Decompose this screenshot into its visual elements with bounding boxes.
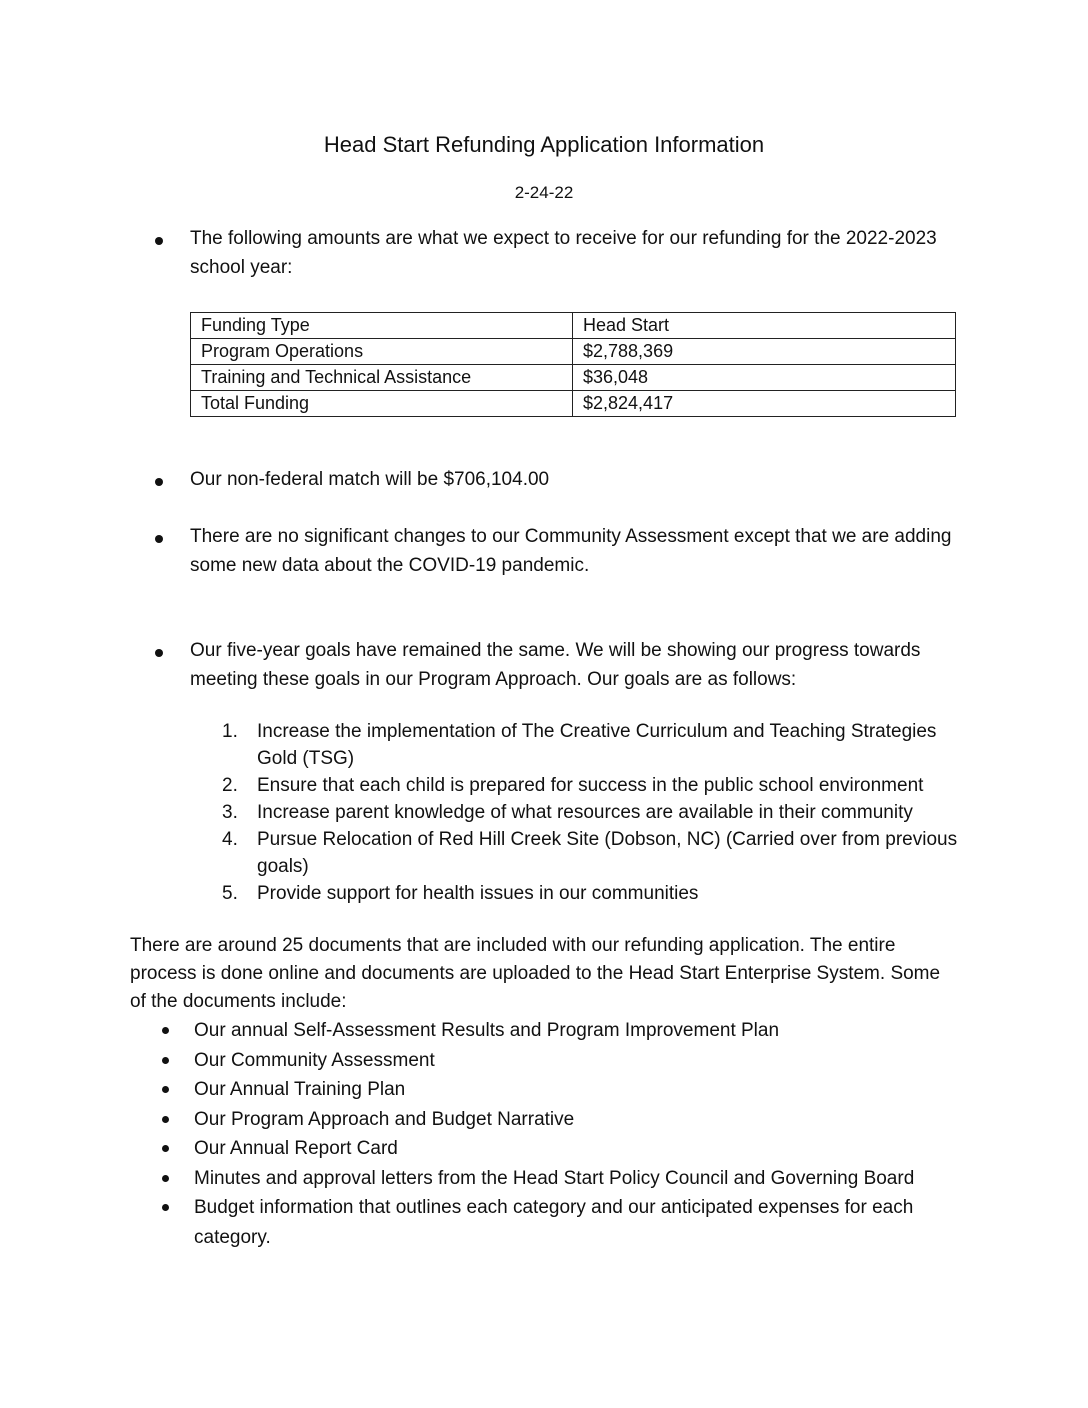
bullet-dot bbox=[162, 1086, 169, 1093]
intro-bullet-text: The following amounts are what we expect to receive for our refunding for the 2022-2023 school year: bbox=[190, 228, 937, 278]
goals-bullet-text: Our five-year goals have remained the same. We will be showing our progress towards meeting these goals in our Program Approach. Our goals are as follows: bbox=[190, 640, 921, 690]
document-title: Head Start Refunding Application Information bbox=[323, 132, 765, 157]
documents-paragraph: There are around 25 documents that are included with our refunding application. The entire process is done online and documents are uploaded to the Head Start Enterprise System. Some of the documents include: bbox=[130, 935, 941, 1012]
goal-text: Increase the implementation of The Creative Curriculum and Teaching Strategies Gold (TSG) bbox=[257, 721, 937, 769]
list-item bbox=[0, 1134, 954, 1164]
goal-text: Ensure that each child is prepared for success in the public school environment bbox=[257, 775, 924, 796]
assessment-bullet-text: There are no significant changes to our Community Assessment except that we are adding some new data about the COVID-19 pandemic. bbox=[190, 526, 952, 576]
table-cell: Training and Technical Assistance bbox=[191, 365, 573, 391]
bullet-dot bbox=[162, 1175, 169, 1182]
table-row bbox=[191, 339, 956, 365]
bullet-dot bbox=[155, 478, 163, 486]
table-cell: $2,788,369 bbox=[573, 339, 956, 365]
document-item-text: Budget information that outlines each category and our anticipated expenses for each category. bbox=[194, 1197, 914, 1248]
goal-text: Provide support for health issues in our communities bbox=[257, 883, 699, 904]
document-item-text: Our Annual Report Card bbox=[194, 1138, 398, 1159]
table-row bbox=[191, 391, 956, 417]
goal-number: 2. bbox=[222, 775, 238, 796]
document-item-text: Our annual Self-Assessment Results and Program Improvement Plan bbox=[194, 1020, 780, 1041]
document-date: 2-24-22 bbox=[514, 183, 574, 202]
table-cell: $2,824,417 bbox=[573, 391, 956, 417]
goal-text: Pursue Relocation of Red Hill Creek Site (Dobson, NC) (Carried over from previous goals) bbox=[257, 829, 958, 877]
list-item bbox=[222, 880, 962, 907]
table-header-cell: Funding Type bbox=[191, 313, 573, 339]
match-bullet-text: Our non-federal match will be $706,104.00 bbox=[190, 469, 550, 490]
bullet-dot bbox=[155, 649, 163, 657]
list-item bbox=[0, 1075, 954, 1105]
goals-list bbox=[222, 718, 962, 907]
list-item bbox=[0, 1105, 954, 1135]
document-item-text: Our Annual Training Plan bbox=[194, 1079, 406, 1100]
list-item bbox=[222, 826, 962, 880]
table-cell: Program Operations bbox=[191, 339, 573, 365]
funding-table bbox=[190, 312, 956, 417]
goal-text: Increase parent knowledge of what resources are available in their community bbox=[257, 802, 913, 823]
table-cell: Total Funding bbox=[191, 391, 573, 417]
goal-number: 1. bbox=[222, 721, 238, 742]
bullet-dot bbox=[155, 535, 163, 543]
list-item bbox=[0, 1193, 954, 1252]
document-item-text: Our Community Assessment bbox=[194, 1049, 435, 1071]
goal-number: 5. bbox=[222, 883, 238, 904]
bullet-dot bbox=[162, 1116, 169, 1123]
list-item bbox=[0, 1164, 954, 1194]
table-row bbox=[191, 365, 956, 391]
document-item-text: Minutes and approval letters from the Head Start Policy Council and Governing Board bbox=[194, 1167, 915, 1189]
goal-number: 3. bbox=[222, 802, 238, 823]
bullet-dot bbox=[162, 1057, 169, 1064]
bullet-dot bbox=[155, 237, 163, 245]
list-item bbox=[0, 1016, 954, 1046]
table-header-row bbox=[191, 313, 956, 339]
list-item bbox=[0, 1046, 954, 1076]
table-header-cell: Head Start bbox=[573, 313, 956, 339]
list-item bbox=[222, 772, 962, 799]
document-item-text: Our Program Approach and Budget Narrative bbox=[194, 1108, 575, 1130]
goal-number: 4. bbox=[222, 829, 238, 850]
bullet-dot bbox=[162, 1204, 169, 1211]
table-cell: $36,048 bbox=[573, 365, 956, 391]
bullet-dot bbox=[162, 1145, 169, 1152]
list-item bbox=[222, 718, 962, 772]
documents-list bbox=[0, 1016, 1088, 1252]
list-item bbox=[222, 799, 962, 826]
bullet-dot bbox=[162, 1027, 169, 1034]
